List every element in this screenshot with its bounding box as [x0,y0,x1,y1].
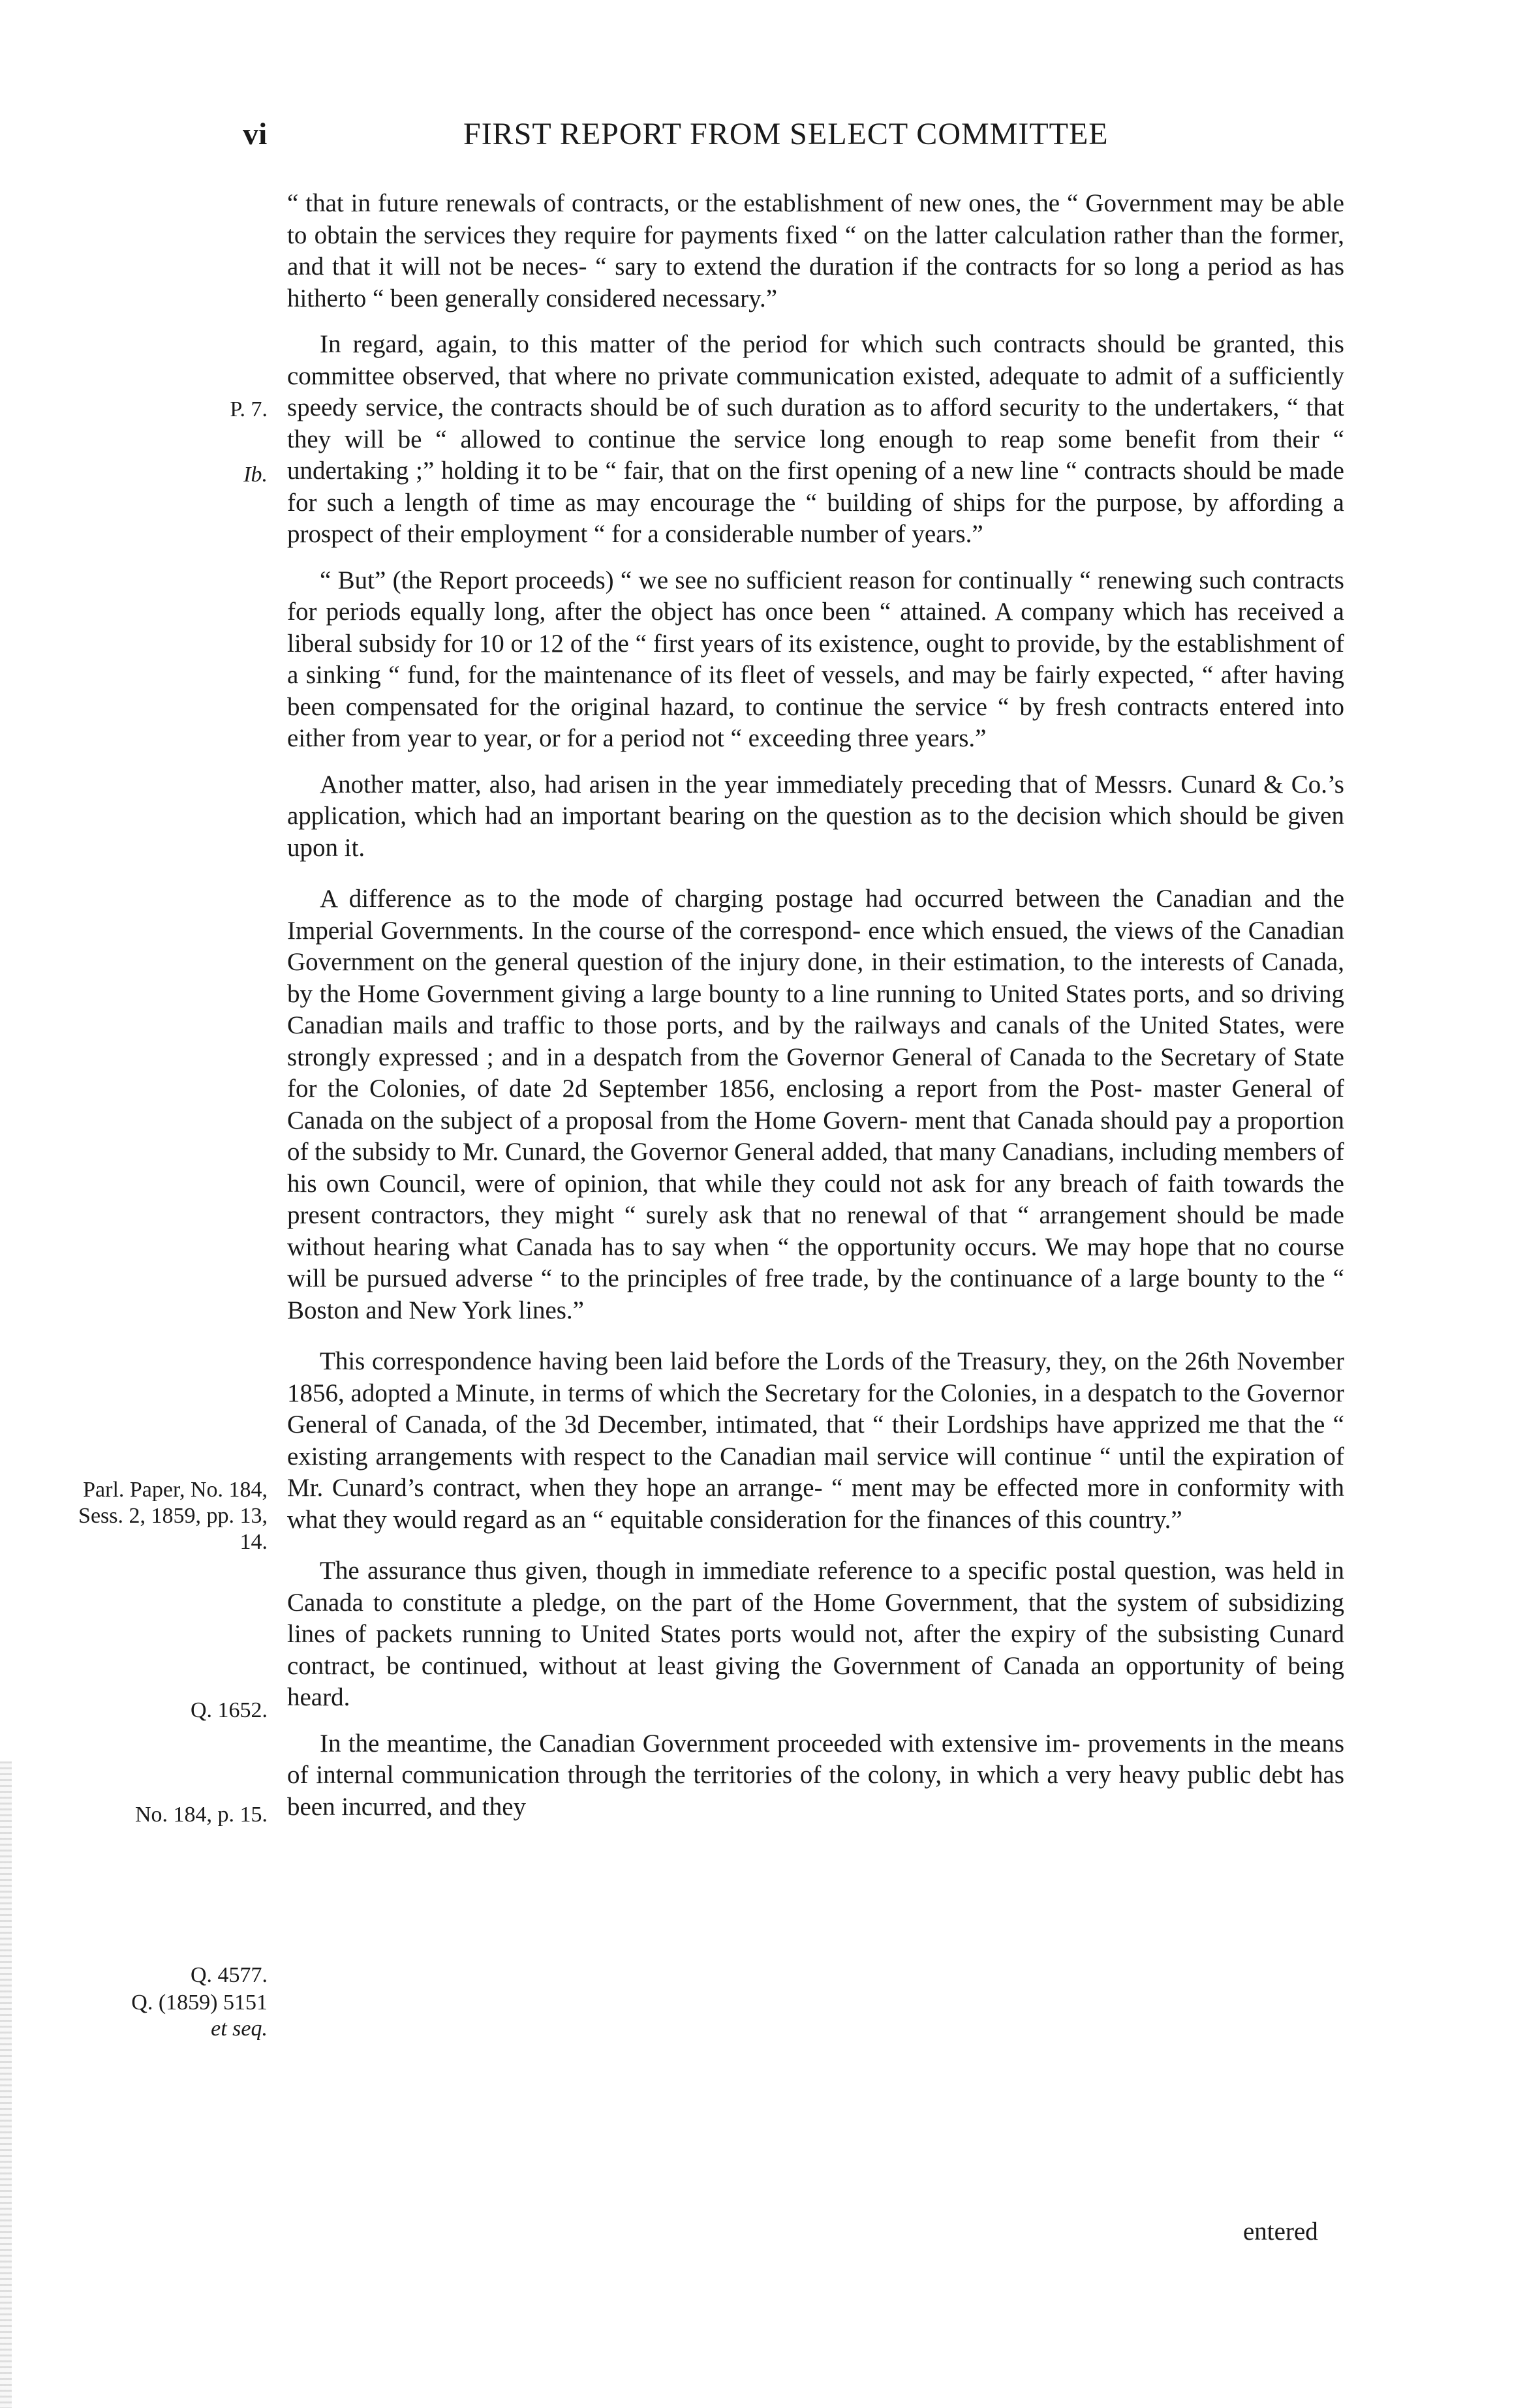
margin-note-q1859: Q. (1859) 5151 [131,1990,268,2015]
margin-note-p7: P. 7. [230,397,268,421]
paragraph-meantime: In the meantime, the Canadian Government proceeded with extensive im- provements in the means of internal communication through the territories of the colony, in which a very heavy public debt has been incurred, and they [287,1729,1344,1821]
paragraph-postage-difference: A difference as to the mode of charging postage had occurred between the Canadian and the Imperial Governments. In the course of the correspond- ence which ensued, the views of the Canadian Government on the general question of the injury done, in their estimation, to the interests of Canada, by the Home Government giving a large bounty to a line running to United States ports, and so driving Canadian mails and traffic to those ports, and by the railways and canals of the United States, were strongly expressed ; and in a despatch from the Governor General of Canada to the Secretary of State for the Colonies, of date 2d September 1856, enclosing a report from the Post- master General of Canada on the subject of a proposal from the Home Govern- ment that Canada should pay a proportion of the subsidy to Mr. Cunard, the Governor General added, that many Canadians, including members of his own Council, were of opinion, that while they could not ask for any breach of faith towards the present contractors, they might “ surely ask that no renewal of that “ arrangement should be made without hearing what Canada has to say when “ the opportunity occurs. We may hope that no course will be pursued adverse “ to the principles of free trade, by the continuance of a large bounty to the “ Boston and New York lines.” [287,885,1344,1324]
margin-note-q4577: Q. 4577. [190,1963,268,1987]
margin-note-q1652: Q. 1652. [190,1698,268,1722]
catchword: entered [1243,2217,1318,2246]
paragraph-report-proceeds: “ But” (the Report proceeds) “ we see no sufficient reason for continually “ renewing such contracts for periods equally long, after the object has once been “ attained. A company which has received a liberal subsidy for 10 or 12 of the “ first years of its existence, ought to provide, by the establishment of a sinking “ fund, for the maintenance of its fleet of vessels, and may be fairly expected, “ after having been compensated for the original hazard, to continue the service “ by fresh contracts entered into either from year to year, or for a period not “ exceeding three years.” [287,566,1344,752]
margin-note-parl-paper: Parl. Paper, No. 184, Sess. 2, 1859, pp. 13, 14. [78,1478,268,1554]
body-text [287,188,1344,1823]
paragraph-treasury-minute: This correspondence having been laid before the Lords of the Treasury, they, on the 26th November 1856, adopted a Minute, in terms of which the Secretary for the Colonies, in a despatch to the Governor General of Canada, of the 3d December, intimated, that “ their Lordships have apprized me that the “ existing arrangements with respect to the Canadian mail service will continue “ until the expiration of Mr. Cunard’s contract, when they hope an arrange- “ ment may be effected more in conformity with what they would regard as an “ equitable consideration for the finances of this country.” [287,1347,1344,1534]
running-head: FIRST REPORT FROM SELECT COMMITTEE [463,117,1109,151]
margin-note-no184: No. 184, p. 15. [134,1803,268,1827]
paragraph-assurance: The assurance thus given, though in immediate reference to a specific postal question, was held in Canada to constitute a pledge, on the part of the Home Government, that the system of subsidizing lines of packets running to United States ports would not, after the expiry of the subsisting Cunard contract, be continued, without at least giving the Government of Canada an opportunity of being heard. [287,1557,1344,1711]
binding-edge [0,1761,12,2408]
page-number: vi [243,117,268,151]
paragraph-period-of-contracts: In regard, again, to this matter of the period for which such contracts should be granted, this committee observed, that where no private communication existed, adequate to admit of a sufficiently speedy service, the contracts should be of such duration as to afford security to the undertakers, “ that they will be “ allowed to continue the service long enough to reap some benefit from their “ undertaking ;” holding it to be “ fair, that on the first opening of a new line “ contracts should be made for such a length of time as may encourage the “ building of ships for the purpose, by affording a prospect of their employment “ for a considerable number of years.” [287,330,1344,548]
margin-note-et-seq: et seq. [211,2017,268,2041]
paragraph-another-matter: Another matter, also, had arisen in the year immediately preceding that of Messrs. Cunard & Co.’s application, which had an important bearing on the question as to the decision which should be given upon it. [287,770,1344,862]
paragraph-quote-continuation: “ that in future renewals of contracts, or the establishment of new ones, the “ Government may be able to obtain the services they require for payments fixed “ on the latter calculation rather than the former, and that it will not be neces- “ sary to extend the duration if the contracts for so long a period as has hitherto “ been generally considered necessary.” [287,189,1344,312]
margin-note-ib: Ib. [243,463,268,487]
